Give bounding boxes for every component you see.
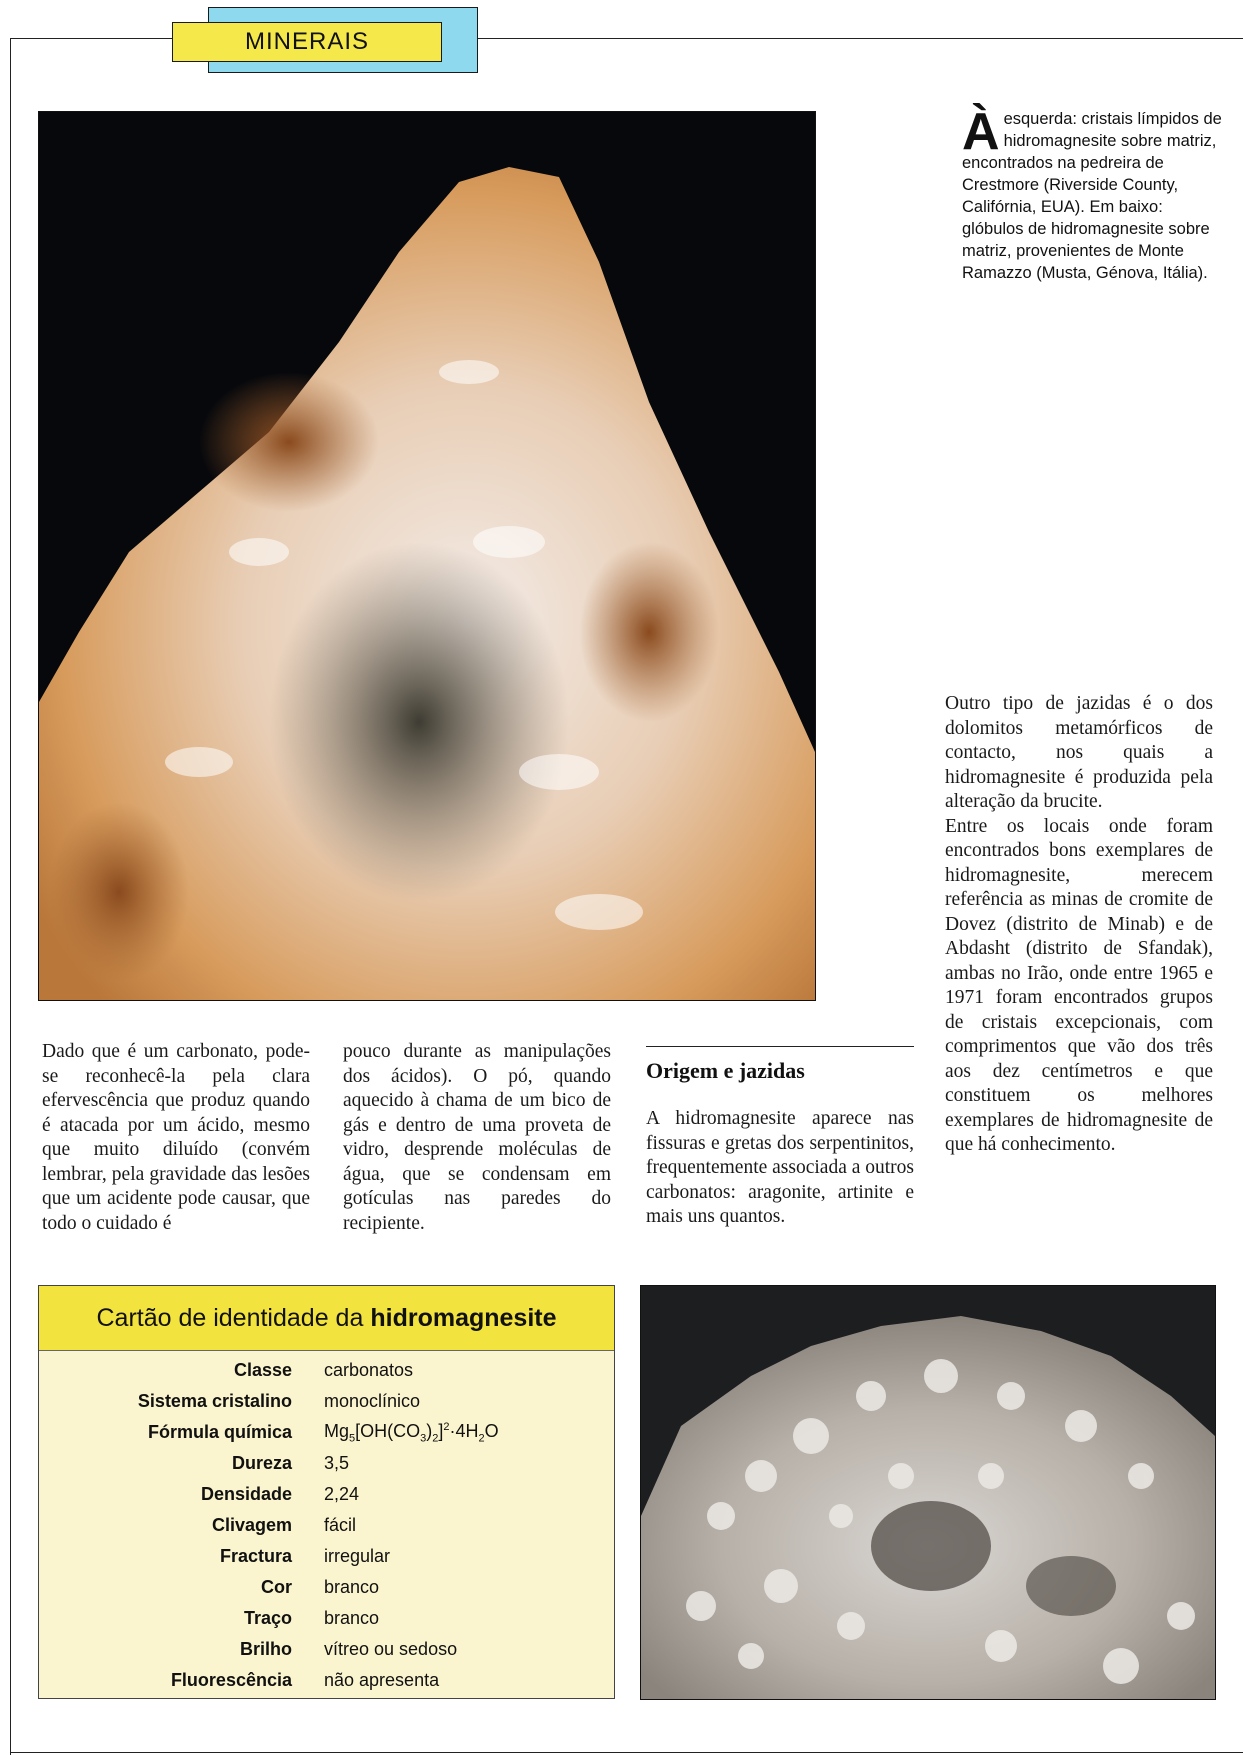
body-column-4-paragraph-1: Outro tipo de jazidas é o dos dolomitos metamórficos de contacto, nos quais a hidromagnesite é produzida pela alteração da brucite. <box>945 693 1213 812</box>
identity-row-value: fácil <box>324 1515 357 1535</box>
section-rule <box>646 1046 914 1047</box>
identity-row-label: Fractura <box>219 1546 292 1566</box>
caption-drop-cap: À <box>962 103 1000 161</box>
identity-row-value: não apresenta <box>324 1670 440 1690</box>
identity-row <box>39 1386 614 1417</box>
identity-row-label: Traço <box>243 1608 292 1628</box>
identity-card-title-prefix: Cartão de identidade da <box>96 1303 364 1332</box>
identity-row <box>39 1541 614 1572</box>
identity-row-label: Fórmula química <box>147 1422 292 1442</box>
identity-card-title <box>39 1286 614 1351</box>
identity-row <box>39 1355 614 1386</box>
identity-row <box>39 1448 614 1479</box>
identity-card-title-mineral: hidromagnesite <box>370 1303 557 1332</box>
identity-row-value: carbonatos <box>324 1360 414 1380</box>
body-column-2: pouco durante as manipulações dos ácidos). O pó, quando aquecido à chama de um bico de gás e dentro de uma proveta de vidro, desprende moléculas de água, que se condensam em gotículas nas paredes do recipiente. <box>343 1041 611 1234</box>
identity-row-value: 2,24 <box>324 1484 360 1504</box>
identity-row-value: monoclínico <box>324 1391 421 1411</box>
photo-caption <box>962 103 1222 284</box>
identity-row-label: Classe <box>233 1360 292 1380</box>
identity-row-value: branco <box>324 1608 380 1628</box>
identity-row <box>39 1665 614 1696</box>
body-column-4-paragraph-2: Entre os locais onde foram encontrados bons exemplares de hidromagnesite, merecem referência as minas de cromite de Dovez (distrito de Minab) e de Abdasht (distrito de Sfandak), ambas no Irão, onde entre 1965 e 1971 foram encontrados grupos de cristais excepcionais, com comprimentos que vão dos três aos dez centímetros e que constituem os melhores exemplares de hidromagnesite de que há conhecimento. <box>945 815 1213 1155</box>
identity-row <box>39 1510 614 1541</box>
section-tab: MINERAIS <box>172 22 442 62</box>
identity-card-rows <box>39 1355 614 1696</box>
identity-row-value: branco <box>324 1577 380 1597</box>
identity-row-value: irregular <box>324 1546 391 1566</box>
section-heading: Origem e jazidas <box>646 1058 805 1083</box>
caption-text: esquerda: cristais límpidos de hidromagnesite sobre matriz, encontrados na pedreira de Crestmore (Riverside County, Califórnia, EUA). Em baixo: glóbulos de hidromagnesite sobre matriz, provenientes de Monte Ramazzo (Musta, Génova, Itália). <box>962 110 1222 282</box>
identity-row-label: Fluorescência <box>170 1670 292 1690</box>
mineral-photo-main <box>38 111 816 1001</box>
identity-row-value-formula: $Mg_5[OH(CO_3)_2]^2\cdot 4H_2O$ <box>324 1420 499 1445</box>
body-column-3: A hidromagnesite aparece nas fissuras e gretas dos serpentinitos, frequentemente associada a outros carbonatos: aragonite, artinite e mais uns quantos. <box>646 1108 915 1227</box>
mineral-photo-bottom <box>640 1285 1216 1700</box>
identity-row-label: Dureza <box>231 1453 292 1473</box>
identity-row-value: vítreo ou sedoso <box>324 1639 458 1659</box>
body-column-1: Dado que é um carbonato, pode-se reconhecê-la pela clara efervescência que produz quando é atacada por um ácido, mesmo que muito diluído (convém lembrar, pela gravidade das lesões que um acidente pode causar, que todo o cuidado é <box>42 1041 310 1234</box>
page-frame-left <box>10 38 11 1755</box>
identity-card <box>38 1285 615 1699</box>
identity-row <box>39 1479 614 1510</box>
identity-row-label: Cor <box>261 1577 292 1597</box>
identity-row <box>39 1572 614 1603</box>
body-column-4 <box>945 692 1213 1158</box>
page-frame-bottom <box>10 1752 1243 1753</box>
identity-row-label: Densidade <box>200 1484 292 1504</box>
identity-row-label: Sistema cristalino <box>137 1391 292 1411</box>
identity-row-label: Brilho <box>240 1639 292 1659</box>
identity-row <box>39 1417 614 1448</box>
identity-row-label: Clivagem <box>211 1515 292 1535</box>
identity-row <box>39 1603 614 1634</box>
identity-row-value: 3,5 <box>324 1453 350 1473</box>
identity-row <box>39 1634 614 1665</box>
